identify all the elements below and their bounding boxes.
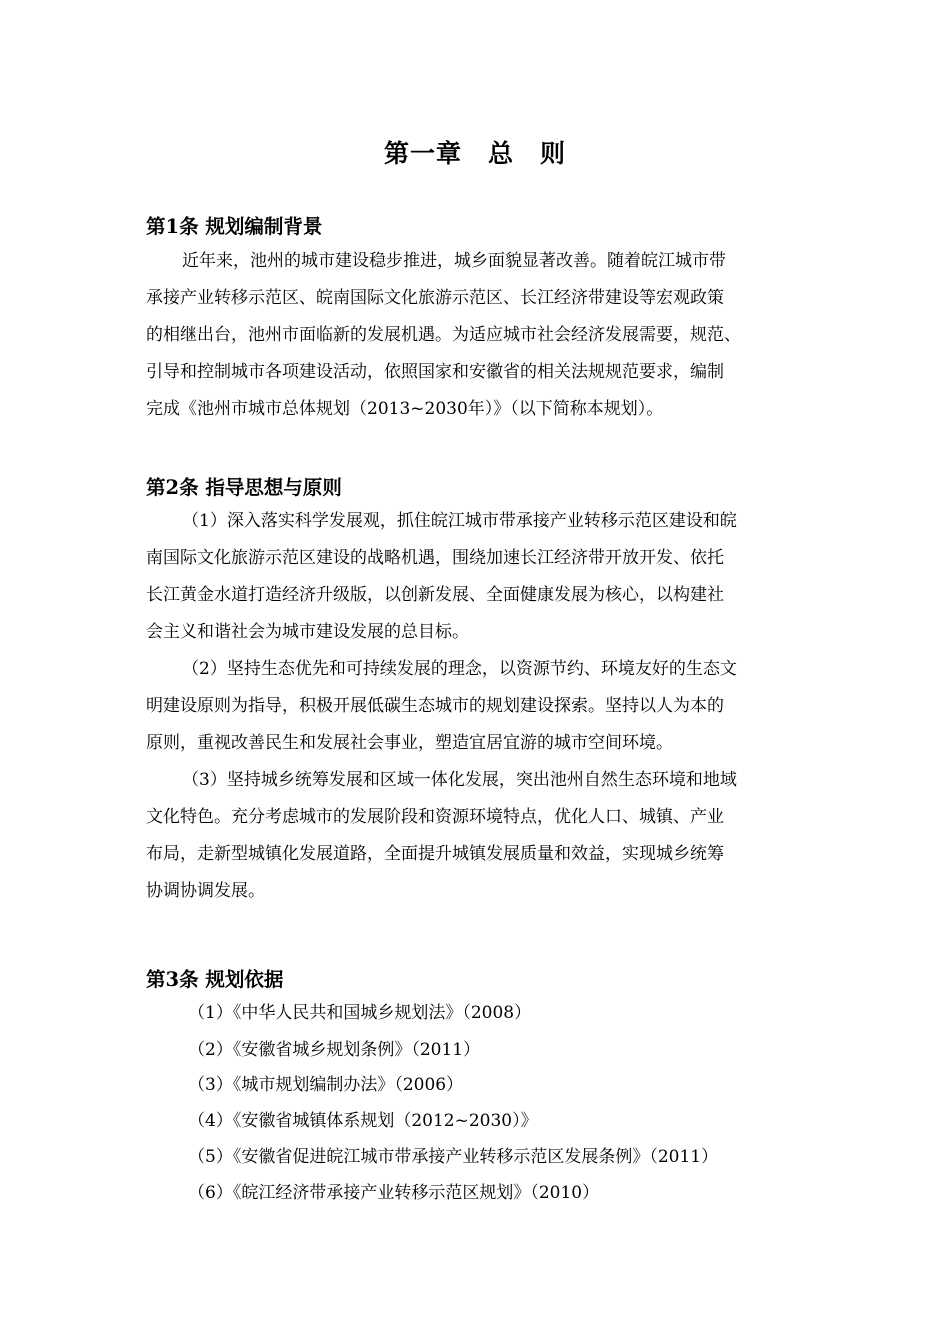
paragraph-line: 长江黄金水道打造经济升级版，以创新发展、全面健康发展为核心，以构建社 [146, 585, 724, 605]
paragraph-line: 布局，走新型城镇化发展道路，全面提升城镇发展质量和效益，实现城乡统筹 [146, 844, 724, 864]
paragraph-line: 原则，重视改善民生和发展社会事业，塑造宜居宜游的城市空间环境。 [146, 733, 673, 753]
paragraph-line: 会主义和谐社会为城市建设发展的总目标。 [146, 622, 469, 642]
paragraph-line: 明建设原则为指导，积极开展低碳生态城市的规划建设探索。坚持以人为本的 [146, 696, 724, 716]
paragraph-line: （2）坚持生态优先和可持续发展的理念，以资源节约、环境友好的生态文 [182, 659, 737, 679]
reference-item: （2）《安徽省城乡规划条例》（2011） [188, 1040, 481, 1060]
paragraph-line: 承接产业转移示范区、皖南国际文化旅游示范区、长江经济带建设等宏观政策 [146, 288, 724, 308]
paragraph-line: 引导和控制城市各项建设活动，依照国家和安徽省的相关法规规范要求，编制 [146, 362, 724, 382]
reference-item: （3）《城市规划编制办法》（2006） [188, 1075, 464, 1095]
section-heading-2: 第2条 指导思想与原则 [146, 476, 342, 499]
paragraph-line: （3）坚持城乡统筹发展和区域一体化发展，突出池州自然生态环境和地域 [182, 770, 737, 790]
paragraph-line: 的相继出台，池州市面临新的发展机遇。为适应城市社会经济发展需要，规范、 [146, 325, 741, 345]
paragraph-line: 文化特色。充分考虑城市的发展阶段和资源环境特点，优化人口、城镇、产业 [146, 807, 724, 827]
paragraph-line: （1）深入落实科学发展观，抓住皖江城市带承接产业转移示范区建设和皖 [182, 511, 737, 531]
paragraph-line: 南国际文化旅游示范区建设的战略机遇，围绕加速长江经济带开放开发、依托 [146, 548, 724, 568]
reference-item: （6）《皖江经济带承接产业转移示范区规划》（2010） [188, 1183, 600, 1203]
paragraph-line: 近年来，池州的城市建设稳步推进，城乡面貌显著改善。随着皖江城市带 [182, 251, 726, 271]
reference-item: （1）《中华人民共和国城乡规划法》（2008） [188, 1003, 532, 1023]
paragraph-line: 协调协调发展。 [146, 881, 265, 901]
section-heading-3: 第3条 规划依据 [146, 968, 284, 991]
chapter-title: 第一章 总 则 [383, 139, 566, 168]
reference-item: （5）《安徽省促进皖江城市带承接产业转移示范区发展条例》（2011） [188, 1147, 719, 1167]
section-heading-1: 第1条 规划编制背景 [146, 215, 323, 238]
reference-item: （4）《安徽省城镇体系规划（2012~2030）》 [188, 1111, 538, 1131]
paragraph-line: 完成《池州市城市总体规划（2013~2030年）》（以下简称本规划）。 [146, 399, 664, 419]
